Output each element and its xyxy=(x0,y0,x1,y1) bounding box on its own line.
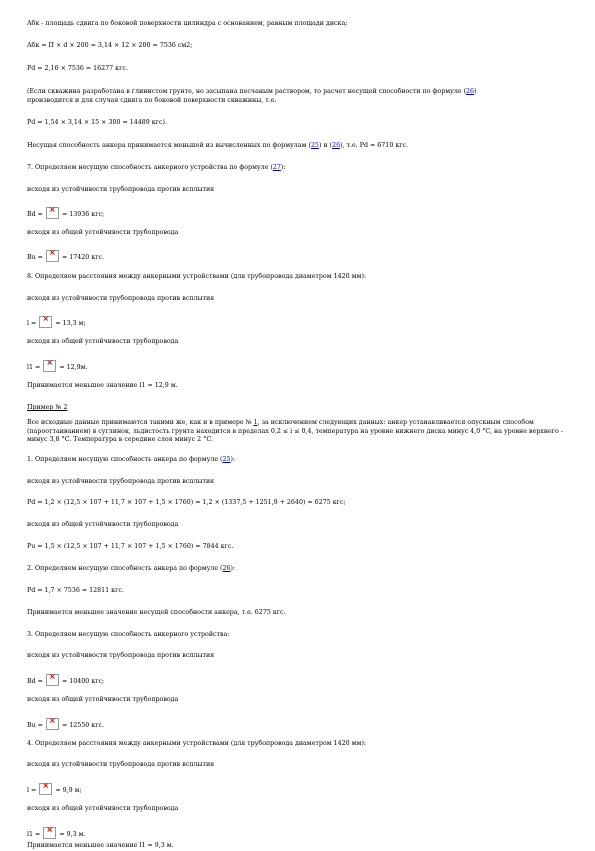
formula-link[interactable]: 26 xyxy=(222,565,231,572)
text-line: Несущая способность анкера принимается меньшей из вычисленных по формулам (25) и (26), т.е. Pd = 6710 кгс. xyxy=(27,142,409,149)
broken-image-icon xyxy=(46,718,59,730)
text-line: Принимается меньшее значение l1 = 12,9 м. xyxy=(27,382,178,389)
broken-image-icon xyxy=(39,316,52,328)
broken-image-icon xyxy=(43,360,56,372)
formula-line: l1 = × = 9,3 м. xyxy=(27,827,86,840)
text-line: исходя из общей устойчивости трубопровода xyxy=(27,805,179,812)
example-link[interactable]: 1 xyxy=(253,419,258,426)
text-line: (Если скважина разработана в глинистом грунте, но засыпана песчаным раствором, то расчет несущей способности по формуле (26) xyxy=(27,88,477,95)
formula-line: l = × = 13,3 м; xyxy=(27,316,86,329)
formula-line: Bd = × = 13936 кгс; xyxy=(27,207,104,220)
formula-line: Bu = × = 17420 кгс. xyxy=(27,250,104,263)
text-line: 8. Определяем расстояния между анкерными устройствами (для трубопровода диаметром 1420 мм): xyxy=(27,273,367,280)
text-line: исходя из общей устойчивости трубопровода xyxy=(27,696,179,703)
broken-image-icon xyxy=(46,250,59,262)
text-line: исходя из общей устойчивости трубопровода xyxy=(27,229,179,236)
formula-line: l1 = × = 12,9м. xyxy=(27,360,88,373)
text-line: производится и для случая сдвига по боковой поверхности скважины, т.е. xyxy=(27,97,277,104)
formula-line: Pd = 1,54 × 3,14 × 15 × 300 = 14489 кгс). xyxy=(27,119,167,126)
broken-image-icon xyxy=(43,827,56,839)
formula-line: Aбк = П × d × 200 = 3,14 × 12 × 200 = 7536 см2; xyxy=(27,42,193,49)
text-line: 7. Определяем несущую способность анкерного устройства по формуле (27): xyxy=(27,164,286,171)
formula-line: Bd = × = 10400 кгс; xyxy=(27,674,104,687)
text-line: Принимается меньшее значение l1 = 9,3 м. xyxy=(27,842,174,849)
text-line: 2. Определяем несущую способность анкера по формуле (26): xyxy=(27,565,236,572)
text-line: 4. Определяем расстояния между анкерными устройствами (для трубопровода диаметром 1420 мм): xyxy=(27,740,367,747)
text-line: исходя из общей устойчивости трубопровода xyxy=(27,521,179,528)
formula-line: Pd = 2,16 × 7536 = 16277 кгс. xyxy=(27,65,128,72)
text-line: 3. Определяем несущую способность анкерного устройства: xyxy=(27,631,230,638)
formula-link[interactable]: 25 xyxy=(222,456,231,463)
formula-link[interactable]: 26 xyxy=(332,142,341,149)
formula-link[interactable]: 26 xyxy=(466,88,475,95)
text-line: исходя из устойчивости трубопровода против всплытия xyxy=(27,186,215,193)
text-line: исходя из общей устойчивости трубопровода xyxy=(27,338,179,345)
text-line: исходя из устойчивости трубопровода против всплытия xyxy=(27,652,215,659)
text-line: исходя из устойчивости трубопровода против всплытия xyxy=(27,761,215,768)
text-line: исходя из устойчивости трубопровода против всплытия xyxy=(27,295,215,302)
broken-image-icon xyxy=(39,783,52,795)
formula-link[interactable]: 25 xyxy=(310,142,319,149)
formula-line: Pd = 1,2 × (12,5 × 107 + 11,7 × 107 + 1,5 × 1760) = 1,2 × (1337,5 + 1251,9 + 2640) = 6275 кгс; xyxy=(27,499,346,506)
text-paragraph: Все исходные данные принимаются такими же, как и в примере № 1, за исключением следующих данных: анкер устанавливается опускным способом (парооттаиванием) в суглинок, льдистость грунта находится в пределах 0,2 ≤ i ≤ 0,4, температура на уровне нижнего диска минус 4,0 °C, на уровне верхнего - минус 3,8 °C. Температура в середине слоя минус 2 °C. xyxy=(27,419,563,443)
formula-line: Pd = 1,7 × 7536 = 12811 кгс. xyxy=(27,587,124,594)
text-line: 1. Определяем несущую способность анкера по формуле (25): xyxy=(27,456,236,463)
text-line: исходя из устойчивости трубопровода против всплытия xyxy=(27,478,215,485)
text-line: Aбк - площадь сдвига по боковой поверхности цилиндра с основанием, равным площади диска; xyxy=(27,20,348,27)
formula-line: Bu = × = 12550 кгс. xyxy=(27,718,104,731)
formula-line: Pu = 1,5 × (12,5 × 107 + 11,7 × 107 + 1,5 × 1760) = 7844 кгс. xyxy=(27,543,234,550)
broken-image-icon xyxy=(46,207,59,219)
text-line: Принимается меньшее значение несущей способности анкера, т.е. 6275 кгс. xyxy=(27,609,286,616)
formula-link[interactable]: 27 xyxy=(272,164,281,171)
section-heading: Пример № 2 xyxy=(27,404,68,411)
broken-image-icon xyxy=(46,674,59,686)
formula-line: l = × = 9,9 м; xyxy=(27,783,82,796)
